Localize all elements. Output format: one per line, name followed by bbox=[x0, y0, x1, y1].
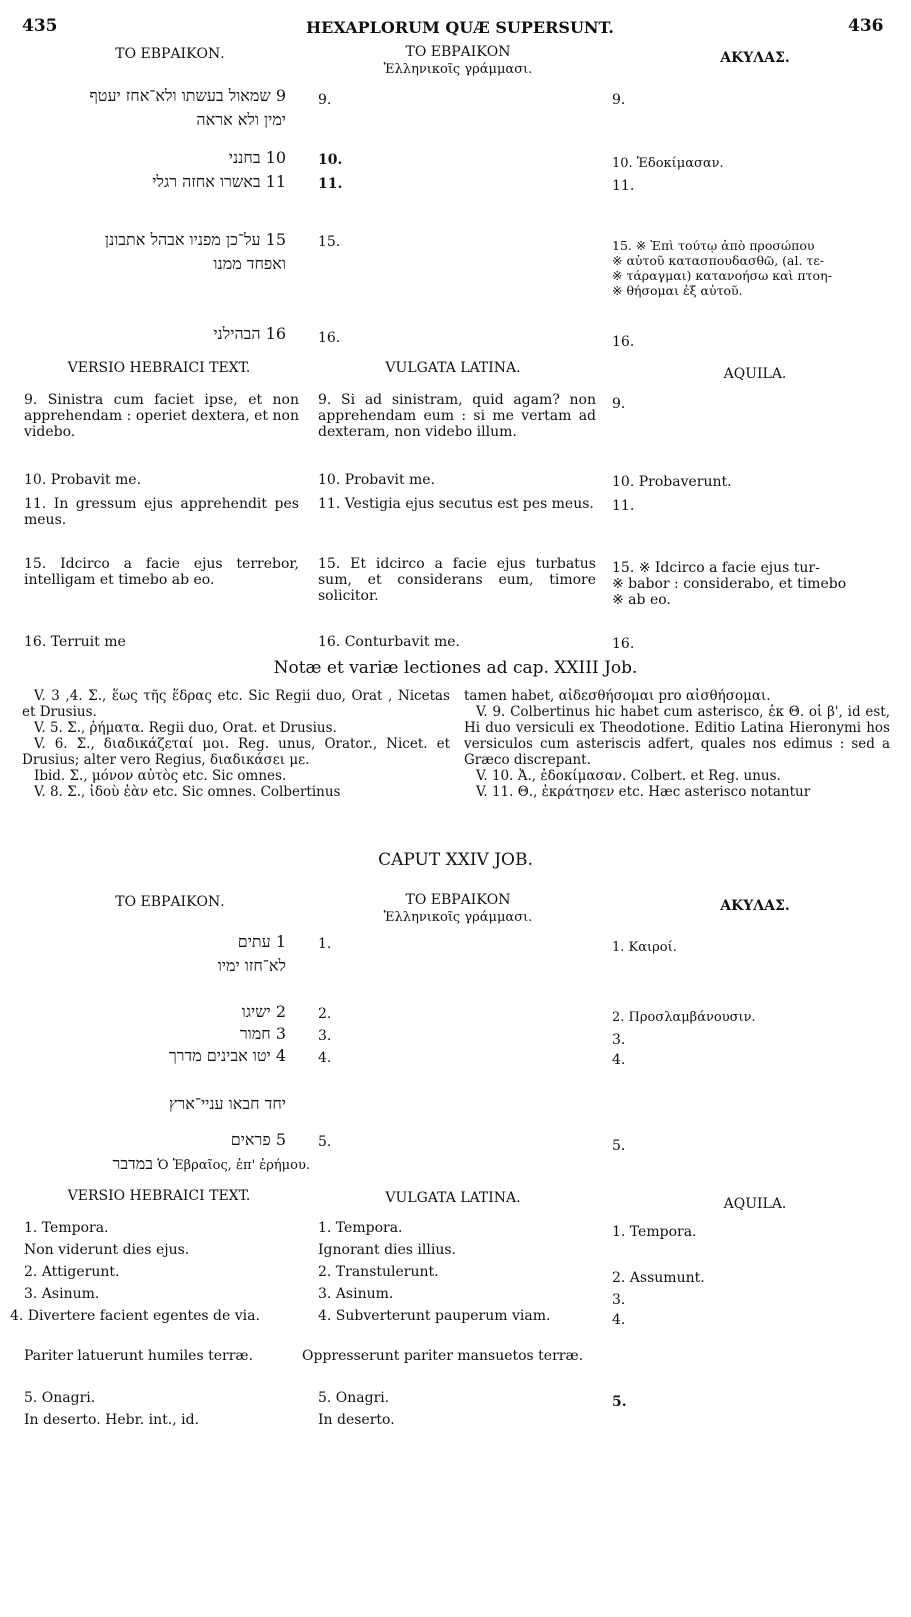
aquila-latin-text: 2. Assumunt. bbox=[612, 1270, 705, 1286]
translit-verse: 2. bbox=[318, 1006, 332, 1022]
aquila-col-head: ΑΚΥΛΑΣ. bbox=[720, 50, 790, 66]
aquila-line: ※ θήσομαι ἐξ αὐτοῦ. bbox=[612, 283, 743, 298]
vulgata-text: In deserto. bbox=[318, 1412, 395, 1428]
hebrew-note-greek: Ὁ Ἑβραῖος, ἐπ' ἐρήμου. bbox=[157, 1158, 310, 1173]
aquila-line: 15. ※ Ἐπὶ τούτῳ ἀπὸ προσώπου bbox=[612, 238, 815, 253]
hebrew-line: 11 באשרו אחזה רגלי bbox=[152, 172, 286, 191]
left-page-number: 435 bbox=[22, 16, 58, 36]
translit-col-head: ΤΟ ΕΒΡΑΙΚΟΝ bbox=[405, 892, 511, 908]
hebrew-line: 10 בחנני bbox=[228, 148, 286, 167]
hebrew-line: 1 עתים bbox=[237, 932, 286, 951]
note-entry: V. 9. Colbertinus hic habet cum asterisco, ἐκ Θ. οἱ β', id est, Hi duo versiculi ex Theodotione. Editio Latina Hieronymi hos versiculos cum asteriscis adfert, quales nos edimus : sed a Græco discrepant. bbox=[464, 704, 890, 768]
aquila-latin-text: 3. bbox=[612, 1292, 626, 1308]
hebrew-line: ימין ולא אראה bbox=[196, 110, 286, 129]
aquila-verse: 10. Ἐδοκίμασαν. bbox=[612, 156, 724, 171]
aquila-latin-block bbox=[612, 560, 902, 608]
versio-col-head: VERSIO HEBRAICI TEXT. bbox=[67, 1188, 251, 1204]
vulgata-text: 1. Tempora. bbox=[318, 1220, 403, 1236]
hebrew-line: 15 על־כן מפניו אבהל אתבונן bbox=[104, 230, 286, 249]
notes-title: Notæ et variæ lectiones ad cap. XXIII Job. bbox=[273, 658, 638, 678]
hebrew-line: 5 פראים bbox=[230, 1130, 286, 1149]
vulgata-text: 5. Onagri. bbox=[318, 1390, 390, 1406]
versio-text: Non viderunt dies ejus. bbox=[24, 1242, 190, 1258]
versio-text: 15. Idcirco a facie ejus terrebor, intelligam et timebo ab eo. bbox=[24, 556, 299, 588]
versio-text: 9. Sinistra cum faciet ipse, et non apprehendam : operiet dextera, et non videbo. bbox=[24, 392, 299, 440]
hebrew-col-head: ΤΟ ΕΒΡΑΙΚΟΝ. bbox=[115, 894, 225, 910]
aquila-col-head: ΑΚΥΛΑΣ. bbox=[720, 898, 790, 914]
vulgata-text: 16. Conturbavit me. bbox=[318, 634, 460, 650]
aquila-latin-line: ※ babor : considerabo, et timebo bbox=[612, 576, 847, 592]
note-entry: V. 8. Σ., ἰδοὺ ἐὰν etc. Sic omnes. Colbertinus bbox=[34, 784, 341, 800]
vulgata-text: 9. Si ad sinistram, quid agam? non apprehendam eum : si me vertam ad dexteram, non videbo illum. bbox=[318, 392, 596, 440]
aquila-latin-text: 10. Probaverunt. bbox=[612, 474, 732, 490]
versio-col-head: VERSIO HEBRAICI TEXT. bbox=[67, 360, 251, 376]
hebrew-line: ואפחד ממנו bbox=[213, 254, 286, 273]
note-entry: V. 10. Ἀ., ἐδοκίμασαν. Colbert. et Reg. unus. bbox=[476, 768, 781, 784]
aquila-latin-text: 5. bbox=[612, 1394, 627, 1410]
versio-text: 16. Terruit me bbox=[24, 634, 126, 650]
notes-left-column bbox=[22, 688, 450, 800]
versio-text: 4. Divertere facient egentes de via. bbox=[10, 1308, 260, 1324]
aquila-line: ※ τάραγμαι) κατανοήσω καὶ πτοη- bbox=[612, 268, 832, 283]
aquila-latin-text: 16. bbox=[612, 636, 635, 652]
notes-right-column bbox=[464, 688, 890, 800]
vulgata-col-head: VULGATA LATINA. bbox=[385, 360, 521, 376]
hebrew-line: 16 הבהילני bbox=[213, 324, 286, 343]
vulgata-text: Oppresserunt pariter mansuetos terræ. bbox=[302, 1348, 584, 1364]
note-entry: tamen habet, αἰδεσθήσομαι pro αἰσθήσομαι. bbox=[464, 688, 771, 704]
translit-verse: 5. bbox=[318, 1134, 332, 1150]
aquila-latin-head: AQUILA. bbox=[723, 366, 787, 382]
vulgata-text: 3. Asinum. bbox=[318, 1286, 394, 1302]
aquila-verse-block bbox=[612, 238, 902, 298]
versio-text: 2. Attigerunt. bbox=[24, 1264, 120, 1280]
note-entry: V. 3 ,4. Σ., ἕως τῆς ἕδρας etc. Sic Regii duo, Orat , Nicetas et Drusius. bbox=[22, 688, 450, 720]
aquila-verse: 2. Προσλαμβάνουσιν. bbox=[612, 1010, 756, 1025]
note-entry: V. 11. Θ., ἐκράτησεν etc. Hæc asterisco notantur bbox=[476, 784, 811, 800]
versio-text: In deserto. Hebr. int., id. bbox=[24, 1412, 199, 1428]
translit-verse: 4. bbox=[318, 1050, 332, 1066]
aquila-latin-head: AQUILA. bbox=[723, 1196, 787, 1212]
versio-text: 10. Probavit me. bbox=[24, 472, 142, 488]
aquila-verse: 16. bbox=[612, 334, 635, 350]
translit-verse: 10. bbox=[318, 152, 343, 168]
vulgata-text: 10. Probavit me. bbox=[318, 472, 436, 488]
vulgata-text: 2. Transtulerunt. bbox=[318, 1264, 439, 1280]
note-entry: V. 6. Σ., διαδικάζεταί μοι. Reg. unus, Orator., Nicet. et Drusius; alter vero Regius, διαδικάσει με. bbox=[22, 736, 450, 768]
vulgata-text: 15. Et idcirco a facie ejus turbatus sum, et considerans eum, timore solicitor. bbox=[318, 556, 596, 604]
hebrew-line: יחד חבאו עניי־ארץ bbox=[169, 1094, 286, 1113]
aquila-verse: 9. bbox=[612, 92, 626, 108]
hebrew-line: 9 שמאול בעשתו ולא־אחז יעטף bbox=[89, 86, 286, 105]
aquila-latin-line: ※ ab eo. bbox=[612, 592, 671, 608]
versio-text: 1. Tempora. bbox=[24, 1220, 109, 1236]
hebrew-line: 2 ישיגו bbox=[241, 1002, 286, 1021]
translit-col-subhead: Ἑλληνικοῖς γράμμασι. bbox=[383, 62, 533, 77]
aquila-verse: 3. bbox=[612, 1032, 626, 1048]
vulgata-text: Ignorant dies illius. bbox=[318, 1242, 456, 1258]
hebrew-note-word: במדבר bbox=[112, 1154, 153, 1173]
note-entry: Ibid. Σ., μόνον αὐτὸς etc. Sic omnes. bbox=[34, 768, 287, 784]
translit-verse: 15. bbox=[318, 234, 341, 250]
translit-verse: 16. bbox=[318, 330, 341, 346]
translit-verse: 3. bbox=[318, 1028, 332, 1044]
versio-text: 5. Onagri. bbox=[24, 1390, 96, 1406]
aquila-verse: 11. bbox=[612, 178, 635, 194]
vulgata-text: 4. Subverterunt pauperum viam. bbox=[318, 1308, 551, 1324]
translit-verse: 11. bbox=[318, 176, 343, 192]
hebrew-line: 3 חמור bbox=[239, 1024, 286, 1043]
hebrew-line: לא־חזו ימיו bbox=[217, 956, 286, 975]
translit-verse: 9. bbox=[318, 92, 332, 108]
aquila-verse: 4. bbox=[612, 1052, 626, 1068]
hebrew-line: 4 יטו אבינים מדרך bbox=[168, 1046, 286, 1065]
versio-text: 11. In gressum ejus apprehendit pes meus. bbox=[24, 496, 299, 528]
aquila-verse: 1. Καιροί. bbox=[612, 940, 677, 955]
chapter-heading: CAPUT XXIV JOB. bbox=[378, 850, 533, 870]
running-title: HEXAPLORUM QUÆ SUPERSUNT. bbox=[306, 18, 614, 37]
hebrew-note bbox=[20, 1156, 310, 1174]
note-entry: V. 5. Σ., ῥήματα. Regii duo, Orat. et Drusius. bbox=[34, 720, 337, 736]
aquila-line: ※ αὐτοῦ κατασπουδασθῶ, (al. τε- bbox=[612, 253, 825, 268]
aquila-latin-text: 4. bbox=[612, 1312, 626, 1328]
translit-col-subhead: Ἑλληνικοῖς γράμμασι. bbox=[383, 910, 533, 925]
aquila-latin-text: 9. bbox=[612, 396, 626, 412]
versio-text: 3. Asinum. bbox=[24, 1286, 100, 1302]
translit-verse: 1. bbox=[318, 936, 332, 952]
vulgata-text: 11. Vestigia ejus secutus est pes meus. bbox=[318, 496, 594, 512]
aquila-latin-text: 11. bbox=[612, 498, 635, 514]
hebrew-col-head: ΤΟ ΕΒΡΑΙΚΟΝ. bbox=[115, 46, 225, 62]
vulgata-col-head: VULGATA LATINA. bbox=[385, 1190, 521, 1206]
aquila-latin-line: 15. ※ Idcirco a facie ejus tur- bbox=[612, 560, 820, 576]
right-page-number: 436 bbox=[848, 16, 884, 36]
aquila-verse: 5. bbox=[612, 1138, 626, 1154]
aquila-latin-text: 1. Tempora. bbox=[612, 1224, 697, 1240]
versio-text: Pariter latuerunt humiles terræ. bbox=[24, 1348, 254, 1364]
translit-col-head: ΤΟ ΕΒΡΑΙΚΟΝ bbox=[405, 44, 511, 60]
